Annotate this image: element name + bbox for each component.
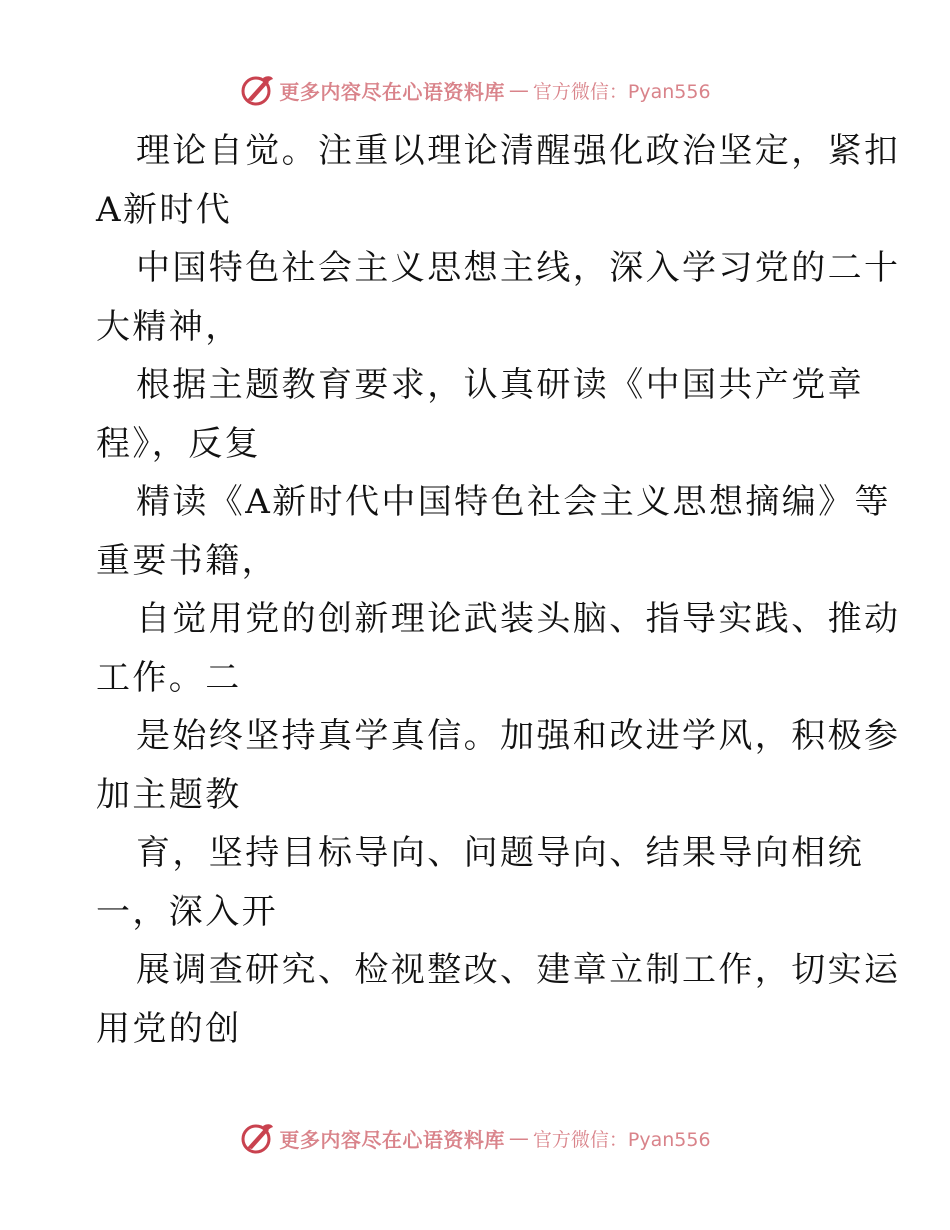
quill-logo-icon <box>239 1120 275 1156</box>
footer-watermark <box>0 1118 950 1158</box>
text-line: 用党的创 <box>96 1008 242 1049</box>
quill-logo-icon <box>239 72 275 108</box>
text-line: 是始终坚持真学真信。加强和改进学风，积极参 <box>136 716 901 756</box>
text-line: 一，深入开 <box>96 891 278 932</box>
watermark-brand: 更多内容尽在心语资料库 <box>279 1127 505 1152</box>
text-line: 程》，反复 <box>96 423 261 464</box>
watermark-contact: 官方微信：Pyan556 <box>532 80 711 103</box>
text-line: 理论自觉。注重以理论清醒强化政治坚定，紧扣 <box>136 131 901 171</box>
text-line: 精读《A新时代中国特色社会主义思想摘编》等 <box>136 482 891 522</box>
text-line: 自觉用党的创新理论武装头脑、指导实践、推动 <box>136 599 901 639</box>
text-line: 中国特色社会主义思想主线，深入学习党的二十 <box>136 248 901 288</box>
text-line: 育，坚持目标导向、问题导向、结果导向相统 <box>136 833 864 873</box>
watermark-separator: — <box>508 1126 529 1150</box>
watermark-brand: 更多内容尽在心语资料库 <box>279 79 505 104</box>
header-watermark <box>0 70 950 110</box>
text-line: 展调查研究、检视整改、建章立制工作，切实运 <box>136 950 901 990</box>
text-line: 根据主题教育要求，认真研读《中国共产党章 <box>136 365 864 405</box>
watermark-separator: — <box>508 78 529 102</box>
text-line: 大精神， <box>96 306 242 347</box>
text-line: 工作。二 <box>96 657 242 698</box>
text-line: A新时代 <box>96 189 233 230</box>
watermark-contact: 官方微信：Pyan556 <box>532 1128 711 1151</box>
text-line: 重要书籍， <box>96 540 278 581</box>
document-body <box>96 122 901 1058</box>
text-line: 加主题教 <box>96 774 242 815</box>
